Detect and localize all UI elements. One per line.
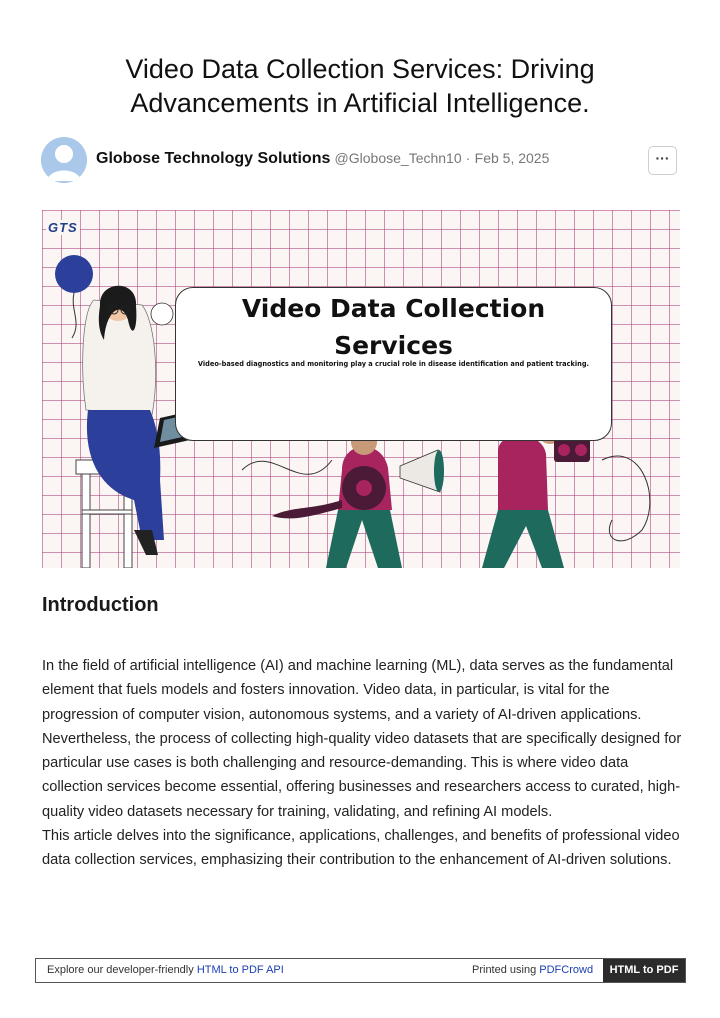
more-options-icon: ··· <box>655 150 670 166</box>
article-title-line-1: Video Data Collection Services: Driving <box>125 54 595 84</box>
gts-logo: GTS <box>48 220 78 235</box>
paragraph: This article delves into the significance, applications, challenges, and benefits of professional video data collection services, emphasizing their contribution to the enhancement of AI-driven solutions. <box>42 828 680 869</box>
html-to-pdf-button[interactable]: HTML to PDF <box>603 959 685 982</box>
article-title <box>60 52 660 120</box>
post-date: Feb 5, 2025 <box>474 150 550 166</box>
hero-title-card <box>175 287 612 441</box>
footer-right-text: Printed using <box>472 964 537 976</box>
avatar[interactable] <box>41 137 87 183</box>
author-row <box>41 137 681 185</box>
footer-left <box>47 964 284 976</box>
article-title-line-2: Advancements in Artificial Intelligence. <box>130 88 590 118</box>
section-heading: Introduction <box>42 594 159 616</box>
author-meta <box>96 150 549 168</box>
meta-separator: · <box>465 150 471 166</box>
paragraph: In the field of artificial intelligence (AI) and machine learning (ML), data serves as the fundamental element that fuels models and fosters innovation. Video data, in particular, is vital for the progression of computer vision, autonomous systems, and a variety of AI-driven applications. Nevertheless, the process of collecting high-quality video datasets that are specifically designed for particular use cases is both challenging and resource-demanding. This is where video data collection services become essential, offering businesses and researchers access to curated, high-quality video datasets necessary for training, validating, and refining AI models. <box>42 658 682 820</box>
hero-title-line-2: Services <box>334 331 453 360</box>
hero-title <box>176 290 611 364</box>
pdfcrowd-footer <box>35 958 686 983</box>
html-to-pdf-api-link[interactable]: HTML to PDF API <box>196 964 284 976</box>
author-handle[interactable]: @Globose_Techn10 <box>334 150 462 166</box>
footer-right <box>472 964 593 976</box>
man-with-megaphone-figure <box>272 425 444 568</box>
hero-subtitle: Video-based diagnostics and monitoring play a crucial role in disease identification and patient tracking. <box>197 360 590 368</box>
user-icon <box>41 137 87 183</box>
pdfcrowd-link[interactable]: PDFCrowd <box>539 964 594 976</box>
hero-image <box>42 210 680 568</box>
footer-left-text: Explore our developer-friendly <box>47 964 194 976</box>
article-body <box>42 654 682 873</box>
more-options-button[interactable] <box>648 146 677 175</box>
author-name[interactable]: Globose Technology Solutions <box>96 150 331 167</box>
speech-bubble-icon <box>151 303 173 325</box>
hero-title-line-1: Video Data Collection <box>241 294 546 323</box>
